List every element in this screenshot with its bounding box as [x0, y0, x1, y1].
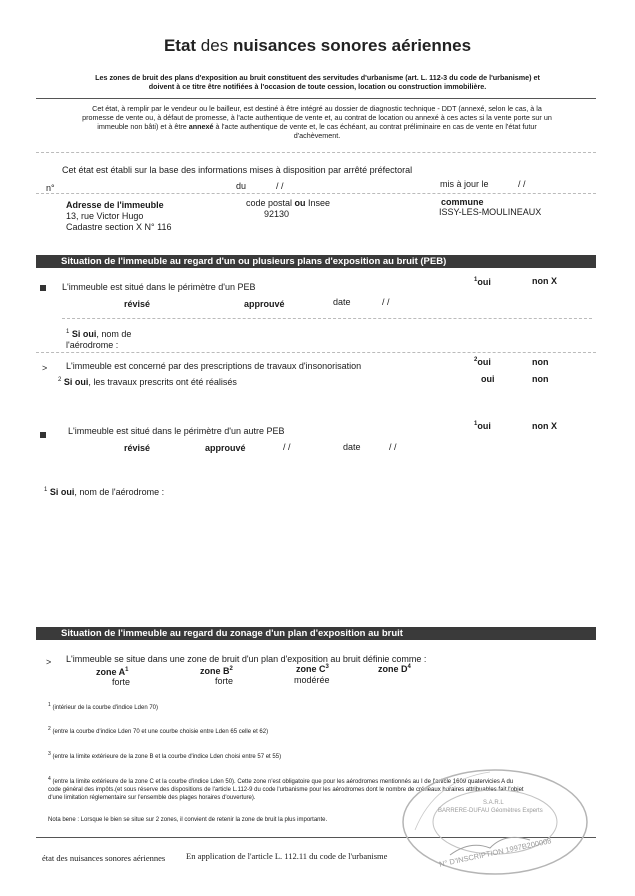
footnote-text: (entre la courbe d'indice Lden 70 et une courbe choisie entre Lden 65 celle et 62) — [52, 729, 269, 735]
peb-aerodrome-question — [66, 328, 131, 340]
arrete-date-field: / / — [276, 181, 284, 191]
intro-line-2: doivent à ce titre être notifiées à l'occasion de toute cession, location ou construction immobilière. — [148, 82, 487, 91]
footnote-ref: 4 — [407, 664, 411, 670]
intro-notice — [40, 73, 595, 91]
zone-a-level: forte — [112, 677, 131, 687]
si-oui-label: Si oui — [63, 377, 89, 387]
footnote-ref: 2 — [474, 357, 478, 363]
peb-date-field: / / — [382, 297, 390, 307]
peb-other-aerodrome — [44, 486, 164, 498]
peb-q1-oui — [474, 276, 491, 288]
footnote-2 — [48, 725, 268, 736]
postal-code: 92130 — [264, 209, 290, 219]
footnote-ref: 1 — [474, 421, 478, 427]
footnote-text: (entre la limite extérieure de la zone B et la courbe d'indice Lden choisi entre 57 et 55) — [52, 754, 282, 760]
peb-q3-date-field: / / — [389, 442, 397, 452]
peb-q3-revise: révisé — [124, 443, 151, 453]
divider — [36, 352, 596, 353]
peb-question-3: L'immeuble est situé dans le périmètre d'un autre PEB — [68, 426, 285, 436]
postal-label — [246, 198, 330, 209]
para-line-3b: annexé — [188, 122, 214, 131]
zone-c-level: modérée — [294, 675, 330, 685]
prefectoral-text: Cet état est établi sur la base des informations mises à disposition par arrêté préfectoral — [62, 165, 413, 175]
footnote-ref: 1 — [125, 667, 129, 673]
footnote-ref: 1 — [66, 329, 70, 335]
si-oui-label: Si oui — [71, 329, 97, 339]
peb-q3-oui — [474, 420, 491, 432]
zonage-question: L'immeuble se situe dans une zone de bruit d'un plan d'exposition au bruit définie comme : — [66, 654, 427, 664]
peb-question-1: L'immeuble est situé dans le périmètre d'un PEB — [62, 282, 256, 292]
title-part1: Etat — [163, 36, 197, 55]
zone-c-name: zone C — [296, 664, 326, 674]
peb-date-label: date — [333, 297, 351, 307]
footnote-number: 2 — [48, 726, 51, 732]
arrete-number-label: n° — [46, 183, 55, 193]
zone-a-name: zone A — [96, 667, 126, 677]
oui-label: oui — [477, 421, 491, 431]
peb-approuve: approuvé — [244, 299, 285, 309]
divider — [62, 318, 592, 319]
footnote-4-line-3: d'une limitation réglementaire sur l'ensemble des plages horaires d'ouverture). — [48, 795, 256, 801]
commune-label: commune — [441, 197, 484, 207]
para-line-3a: immeuble non bâti) et à être — [97, 122, 189, 131]
peb-section-band: Situation de l'immeuble au regard d'un ou plusieurs plans d'exposition au bruit (PEB) — [36, 255, 596, 268]
zone-b-level: forte — [215, 676, 234, 686]
zone-c-label — [296, 663, 329, 675]
address-street: 13, rue Victor Hugo — [66, 211, 144, 221]
divider — [36, 152, 596, 153]
peb-q1-non-checked: non X — [532, 276, 557, 286]
divider — [36, 193, 596, 194]
peb-q3-approval-field: / / — [283, 442, 291, 452]
peb-q3-approuve: approuvé — [205, 443, 246, 453]
footnote-4-line-2: code général des impôts.(et sous réserve des dispositions de l'article L.112-9 du code l'urbanisme pour les aérodromes dont le nombre de créneaux horaires attribuables fait l'objet — [48, 787, 524, 793]
bullet-square — [40, 285, 46, 291]
footnote-text: (intérieur de la courbe d'indice Lden 70) — [52, 705, 158, 711]
page-title — [0, 36, 635, 56]
si-oui-rest: , nom de — [96, 329, 132, 339]
update-date-field: / / — [518, 179, 526, 189]
postal-label-a: code postal — [246, 198, 295, 208]
footnote-number: 4 — [48, 776, 51, 782]
para-line-3c: à l'acte authentique de vente et, le cas échéant, au contrat préliminaire en cas de vente en l'état futur — [213, 122, 537, 131]
zonage-section-band: Situation de l'immeuble au regard du zonage d'un plan d'exposition au bruit — [36, 627, 596, 640]
footnote-3 — [48, 750, 281, 761]
nota-bene: Nota bene : Lorsque le bien se situe sur 2 zones, il convient de retenir la zone de bruit la plus importante. — [48, 817, 328, 823]
peb-question-2: L'immeuble est concerné par des prescriptions de travaux d'insonorisation — [66, 361, 362, 371]
update-date-label: mis à jour le — [440, 179, 489, 189]
zone-b-name: zone B — [200, 666, 230, 676]
stamp-arc-text-guide — [415, 772, 490, 830]
address-cadastre: Cadastre section X N° 116 — [66, 222, 172, 232]
para-line-1: Cet état, à remplir par le vendeur ou le bailleur, est destiné à être intégré au dossier de diagnostic technique - DDT (annexé, selon le cas, à la — [92, 104, 542, 113]
footnote-ref: 3 — [325, 664, 329, 670]
bullet-square — [40, 432, 46, 438]
postal-label-b: ou — [294, 198, 306, 208]
title-part3: nuisances sonores aériennes — [232, 36, 472, 55]
arrete-date-label: du — [236, 181, 247, 191]
title-part2: des — [196, 36, 233, 55]
company-stamp — [395, 760, 595, 880]
stamp-sarl: S.A.R.L — [483, 800, 504, 806]
footnote-1 — [48, 701, 158, 712]
footnote-text: (entre la limite extérieure de la zone C et la courbe d'indice Lden 50). Cette zone n'est obligatoire que pour les aérodromes mentionnés au I de l'article 1609 quatervicies A du — [52, 779, 514, 785]
footnote-number: 1 — [48, 702, 51, 708]
peb-q2-oui — [474, 356, 491, 368]
zone-d-name: zone D — [378, 664, 408, 674]
peb-q3-non-checked: non X — [532, 421, 557, 431]
si-oui-rest: , nom de l'aérodrome : — [74, 487, 165, 497]
footnote-ref: 2 — [229, 666, 233, 672]
peb-q2-non: non — [532, 357, 549, 367]
arrow-marker: > — [42, 363, 48, 373]
commune-value: ISSY-LES-MOULINEAUX — [439, 207, 542, 217]
address-label: Adresse de l'immeuble — [66, 200, 164, 210]
intro-line-1: Les zones de bruit des plans d'exposition au bruit constituent des servitudes d'urbanisme (art. L. 112-3 du code de l'urbanisme) et — [95, 73, 540, 82]
si-oui-label: Si oui — [49, 487, 75, 497]
peb-q2b-oui: oui — [481, 374, 495, 384]
stamp-outer-ring — [403, 770, 587, 874]
footnote-ref: 1 — [44, 487, 48, 493]
stamp-inscription: N° D'INSCRIPTION 1997B200008 — [438, 836, 553, 869]
peb-aerodrome-label: l'aérodrome : — [66, 340, 119, 350]
arrow-marker: > — [46, 657, 52, 667]
footer-left: état des nuisances sonores aériennes — [42, 853, 166, 863]
ddt-paragraph — [36, 104, 598, 140]
peb-question-2b — [58, 376, 237, 388]
para-line-4: d'achèvement. — [293, 131, 341, 140]
para-line-2: promesse de vente ou, à défaut de promesse, à l'acte authentique de vente et, au contrat de location ou annexé à ces actes si la vente porte sur un — [82, 113, 552, 122]
footnote-number: 3 — [48, 751, 51, 757]
oui-label: oui — [477, 357, 491, 367]
footnote-ref: 2 — [58, 377, 62, 383]
stamp-company: BARRERE-DUFAU Géomètres Experts — [438, 808, 543, 814]
footnote-ref: 1 — [474, 277, 478, 283]
peb-q2b-non: non — [532, 374, 549, 384]
divider — [36, 98, 596, 99]
oui-label: oui — [477, 277, 491, 287]
para-line-3 — [36, 122, 598, 131]
zone-d-label — [378, 663, 411, 675]
postal-label-c: Insee — [305, 198, 331, 208]
peb-revise: révisé — [124, 299, 151, 309]
footer-right: En application de l'article L. 112.11 du code de l'urbanisme — [186, 851, 388, 861]
si-oui-rest: , les travaux prescrits ont été réalisés — [88, 377, 237, 387]
peb-q3-date-label: date — [343, 442, 361, 452]
